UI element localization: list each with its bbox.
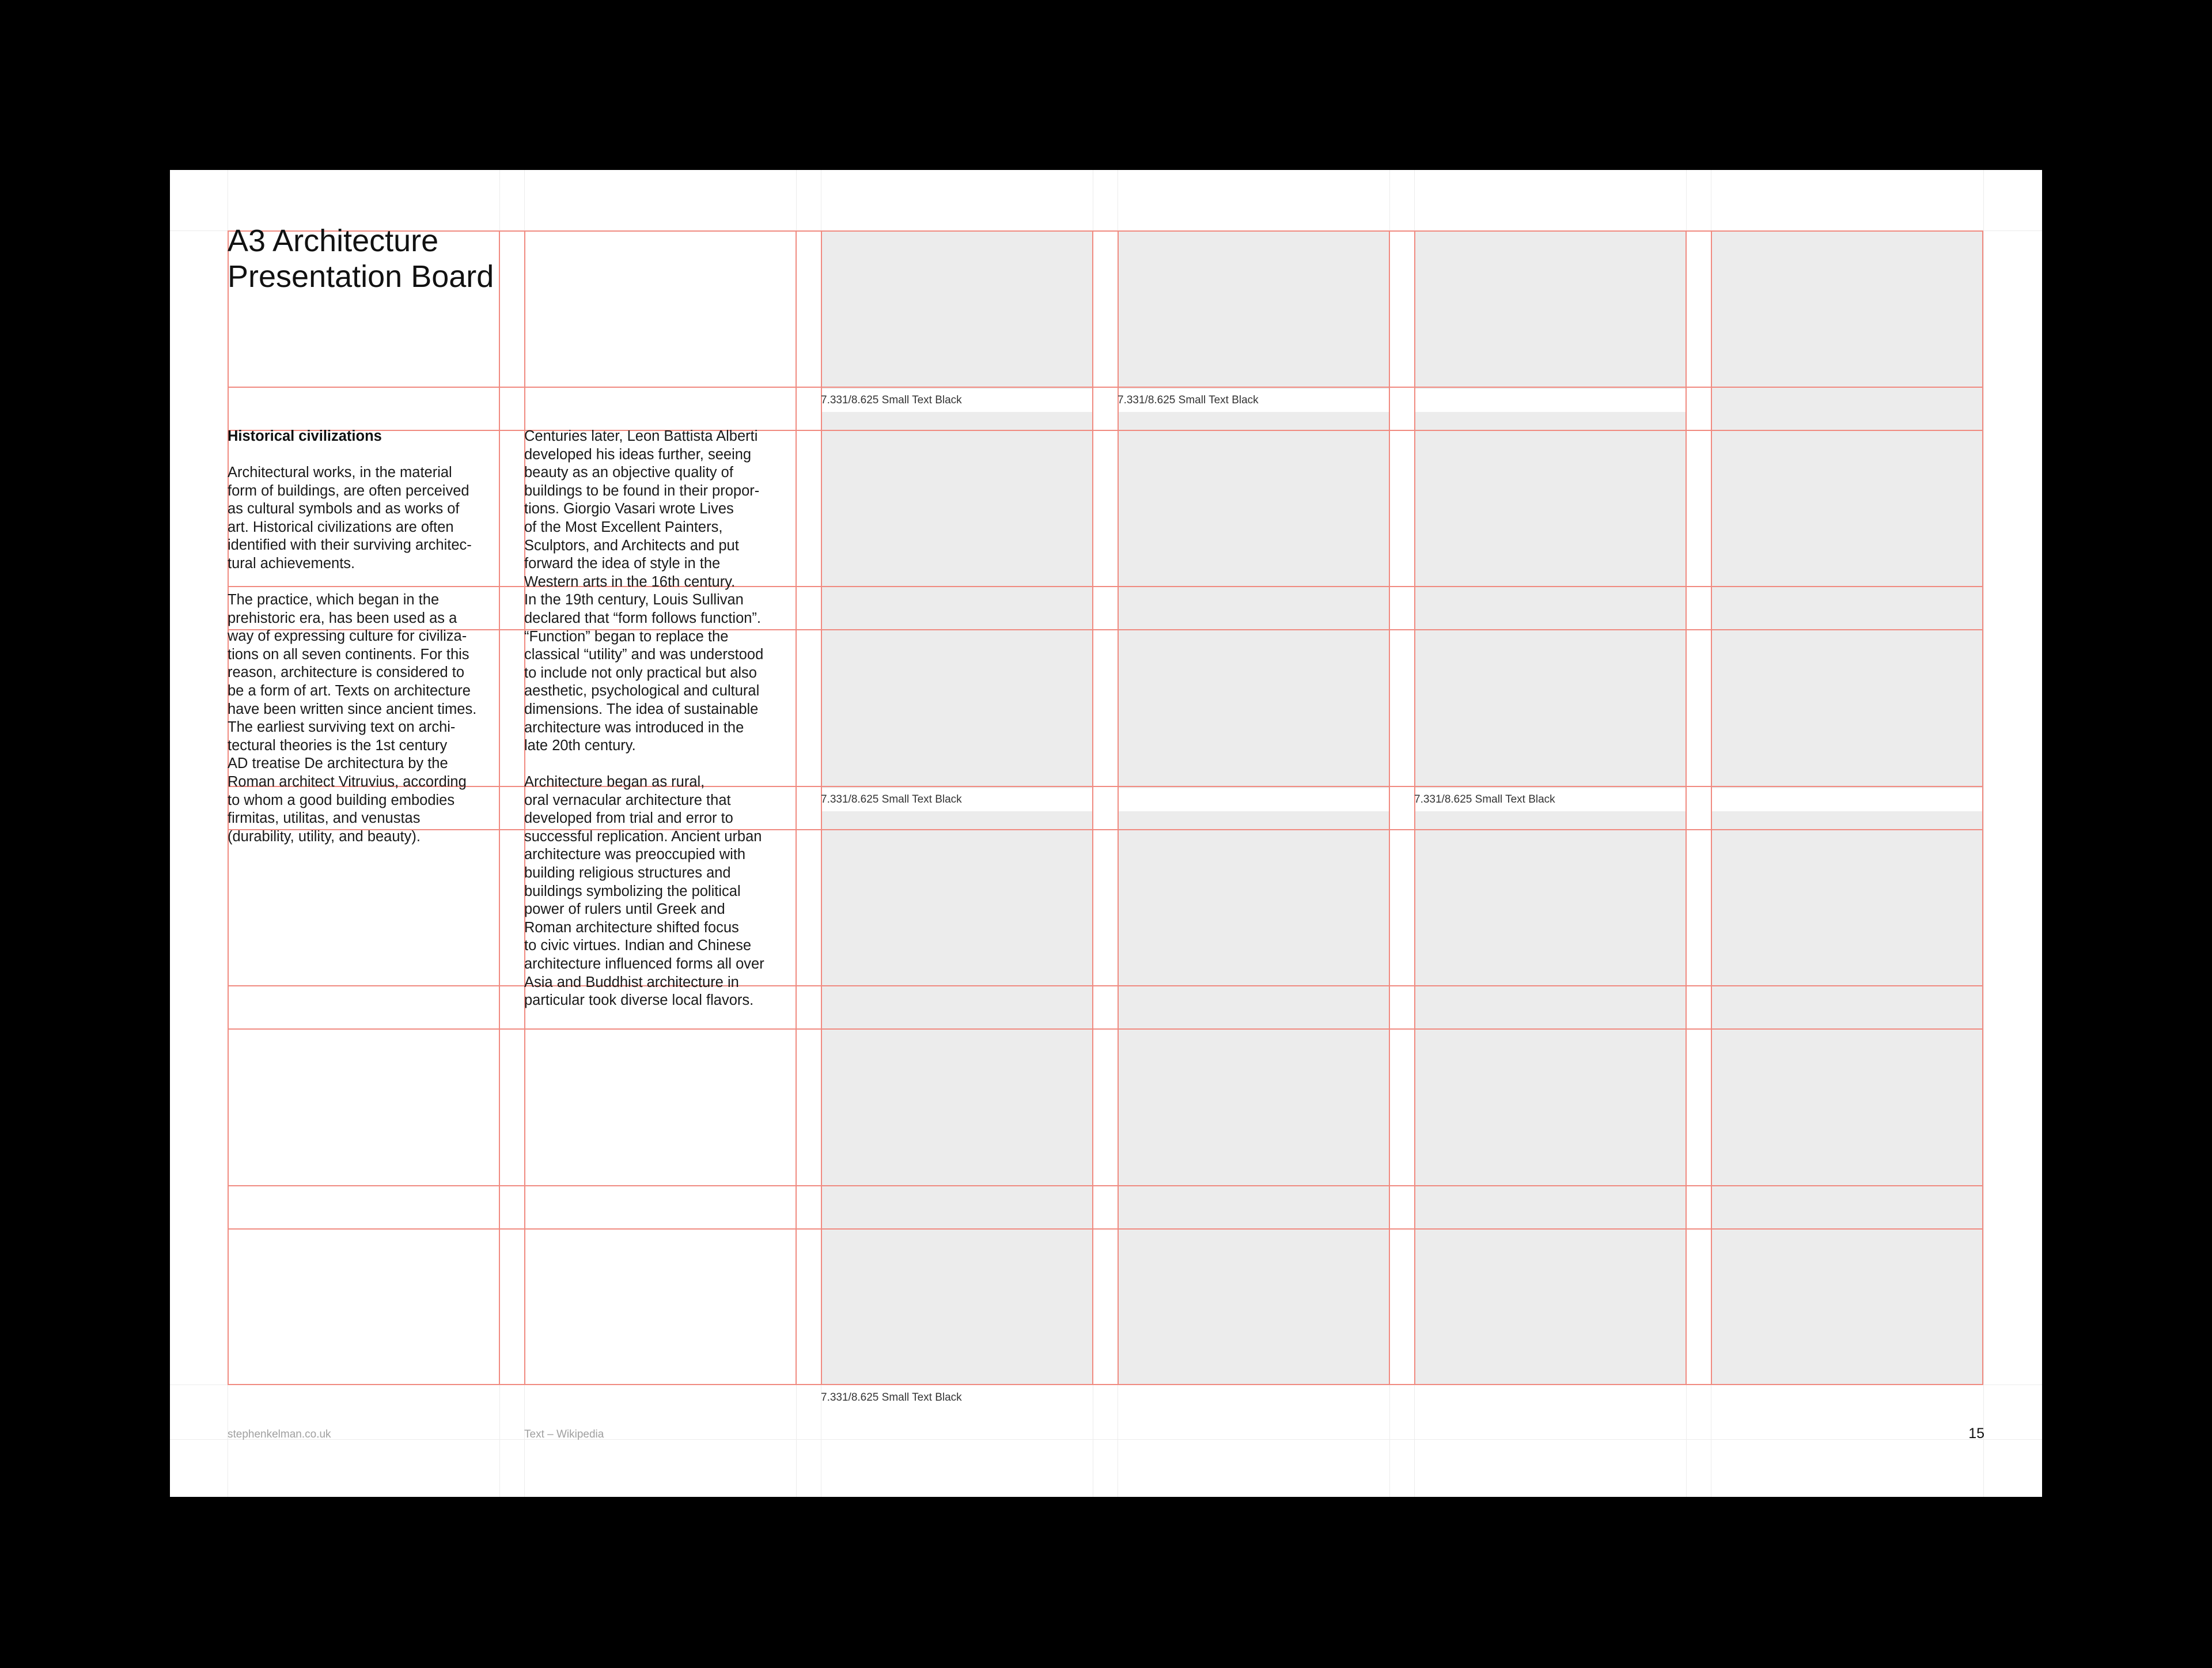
column-guide xyxy=(796,230,797,1385)
row-guide xyxy=(228,1185,1983,1186)
column-guide xyxy=(1711,230,1712,1385)
column-guide xyxy=(1092,230,1093,1385)
body-paragraph: The practice, which began in the prehistoric era, has been used as a way of expressing culture for civiliza- tions on all seven continents. For this reason, architecture is considered to be a form of art. Texts on architecture have been written since ancient times. The earliest surviving text on archi- tectural theories is the 1st century AD treatise De architectura by the Roman architect Vitruvius, according to whom a good building embodies firmitas, utilitas, and venustas (durability, utility, and beauty). xyxy=(228,592,477,845)
image-caption: 7.331/8.625 Small Text Black xyxy=(821,1391,962,1404)
row-guide xyxy=(228,430,1983,431)
body-paragraph: Centuries later, Leon Battista Alberti developed his ideas further, seeing beauty as an objective quality of buildings to be found in their propor- tions. Giorgio Vasari wrote Lives of the Most Excellent Painters, Sculptors, and Architects and put forward the idea of style in the Western arts in the 16th century. In the 19th century, Louis Sullivan declared that “form follows function”. “Function” began to replace the classical “utility” and was understood to include not only practical but also aesthetic, psychological and cultural dimensions. The idea of sustainable architecture was introduced in the late 20th century. xyxy=(524,428,764,754)
column-guide xyxy=(1685,230,1687,1385)
board-title: A3 Architecture Presentation Board xyxy=(228,224,494,294)
image-caption: 7.331/8.625 Small Text Black xyxy=(821,793,962,805)
image-caption: 7.331/8.625 Small Text Black xyxy=(1118,394,1259,406)
row-guide xyxy=(228,1384,1983,1385)
body-paragraph: Architectural works, in the material form of buildings, are often perceived as cultural symbols and as works of art. Historical civilizations are often identified with their surviving architec- tural achievements. xyxy=(228,464,472,572)
presentation-board xyxy=(170,170,2042,1497)
column-guide xyxy=(1389,230,1390,1385)
footer-website: stephenkelman.co.uk xyxy=(228,1428,331,1440)
column-guide xyxy=(1414,230,1415,1385)
column-guide xyxy=(499,230,500,1385)
section-heading: Historical civilizations xyxy=(228,428,382,444)
footer-credit: Text – Wikipedia xyxy=(524,1428,604,1440)
row-guide xyxy=(228,1228,1983,1230)
row-guide xyxy=(228,586,1983,587)
row-guide xyxy=(228,985,1983,986)
body-paragraph: Architecture began as rural, oral vernacular architecture that developed from trial and error to successful replication. Ancient urban architecture was preoccupied with building religious structures and buildings symbolizing the political power of rulers until Greek and Roman architecture shifted focus to civic virtues. Indian and Chinese architecture influenced forms all over Asia and Buddhist architecture in particular took diverse local flavors. xyxy=(524,774,764,1009)
image-caption: 7.331/8.625 Small Text Black xyxy=(1414,793,1555,805)
row-guide xyxy=(228,387,1983,388)
image-caption: 7.331/8.625 Small Text Black xyxy=(821,394,962,406)
row-guide xyxy=(228,1028,1983,1030)
column-guide xyxy=(1982,230,1983,1385)
page-number: 15 xyxy=(1968,1425,1984,1442)
